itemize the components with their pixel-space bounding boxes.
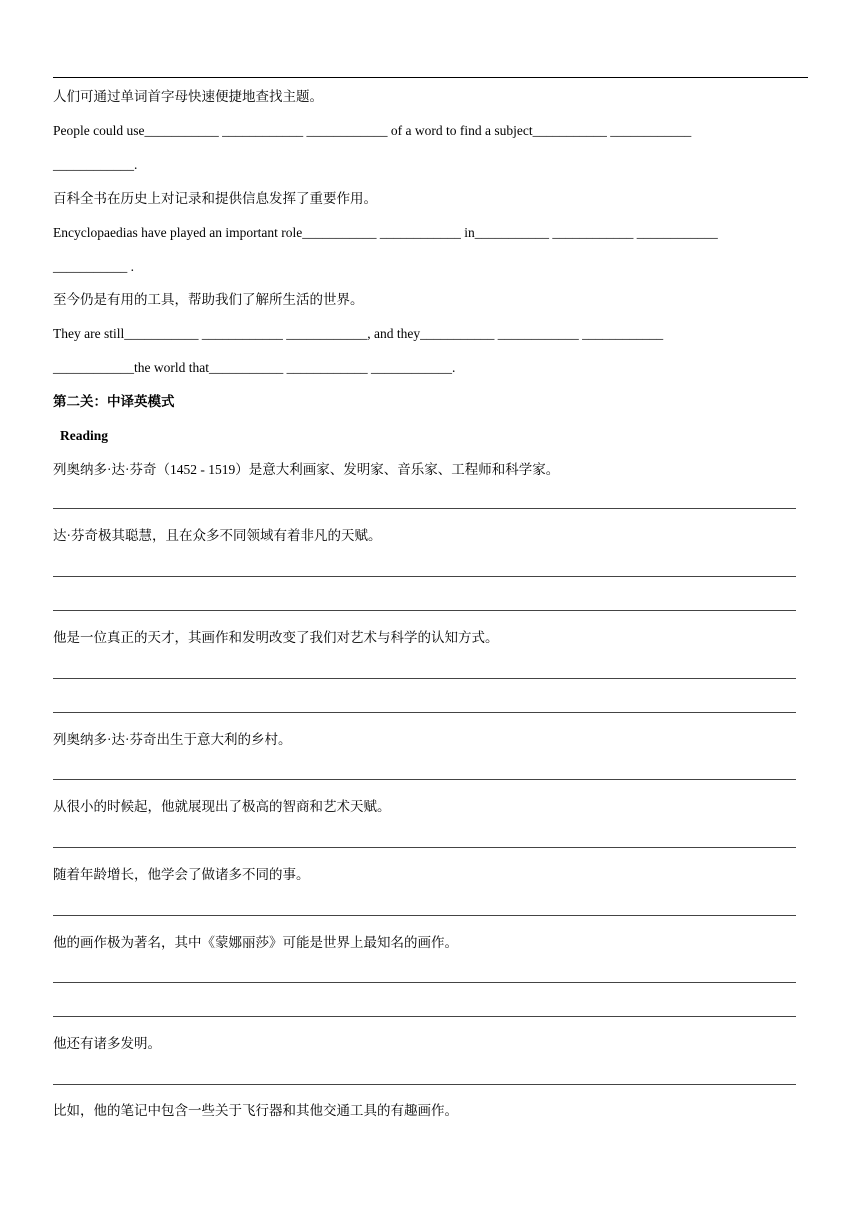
answer-line[interactable] xyxy=(53,1084,796,1085)
fill-in-1-english-line2[interactable]: ____________. xyxy=(53,157,138,172)
fill-in-3-english-line1[interactable]: They are still___________ ____________ ____________, and they___________ ____________ ____________ xyxy=(53,326,664,341)
fill-in-2-english-line1[interactable]: Encyclopaedias have played an important role___________ ____________ in___________ ____________ ____________ xyxy=(53,225,718,240)
translate-sentence-1: 列奥纳多·达·芬奇（1452 - 1519）是意大利画家、发明家、音乐家、工程师和科学家。 xyxy=(53,462,560,477)
answer-line[interactable] xyxy=(53,982,796,983)
translate-sentence-3: 他是一位真正的天才，其画作和发明改变了我们对艺术与科学的认知方式。 xyxy=(53,630,499,645)
answer-line[interactable] xyxy=(53,712,796,713)
fill-in-1-english-line1[interactable]: People could use___________ ____________ ____________ of a word to find a subject___________ ____________ xyxy=(53,123,692,138)
fill-in-3-chinese: 至今仍是有用的工具，帮助我们了解所生活的世界。 xyxy=(53,292,364,307)
reading-label: Reading xyxy=(60,428,109,443)
header-rule xyxy=(53,77,808,78)
fill-in-2-chinese: 百科全书在历史上对记录和提供信息发挥了重要作用。 xyxy=(53,191,377,206)
translate-sentence-4: 列奥纳多·达·芬奇出生于意大利的乡村。 xyxy=(53,732,292,747)
translate-sentence-6: 随着年龄增长，他学会了做诸多不同的事。 xyxy=(53,867,310,882)
answer-line[interactable] xyxy=(53,508,796,509)
answer-line[interactable] xyxy=(53,915,796,916)
answer-line[interactable] xyxy=(53,1016,796,1017)
answer-line[interactable] xyxy=(53,779,796,780)
answer-line[interactable] xyxy=(53,610,796,611)
translate-sentence-9: 比如，他的笔记中包含一些关于飞行器和其他交通工具的有趣画作。 xyxy=(53,1103,458,1118)
fill-in-1-chinese: 人们可通过单词首字母快速便捷地查找主题。 xyxy=(53,89,323,104)
answer-line[interactable] xyxy=(53,678,796,679)
answer-line[interactable] xyxy=(53,576,796,577)
translate-sentence-5: 从很小的时候起，他就展现出了极高的智商和艺术天赋。 xyxy=(53,799,391,814)
section-title: 第二关：中译英模式 xyxy=(53,394,175,409)
answer-line[interactable] xyxy=(53,847,796,848)
translate-sentence-8: 他还有诸多发明。 xyxy=(53,1036,161,1051)
translate-sentence-2: 达·芬奇极其聪慧，且在众多不同领域有着非凡的天赋。 xyxy=(53,528,382,543)
fill-in-3-english-line2[interactable]: ____________the world that___________ ____________ ____________. xyxy=(53,360,456,375)
fill-in-2-english-line2[interactable]: ___________ . xyxy=(53,259,134,274)
translate-sentence-7: 他的画作极为著名，其中《蒙娜丽莎》可能是世界上最知名的画作。 xyxy=(53,935,458,950)
